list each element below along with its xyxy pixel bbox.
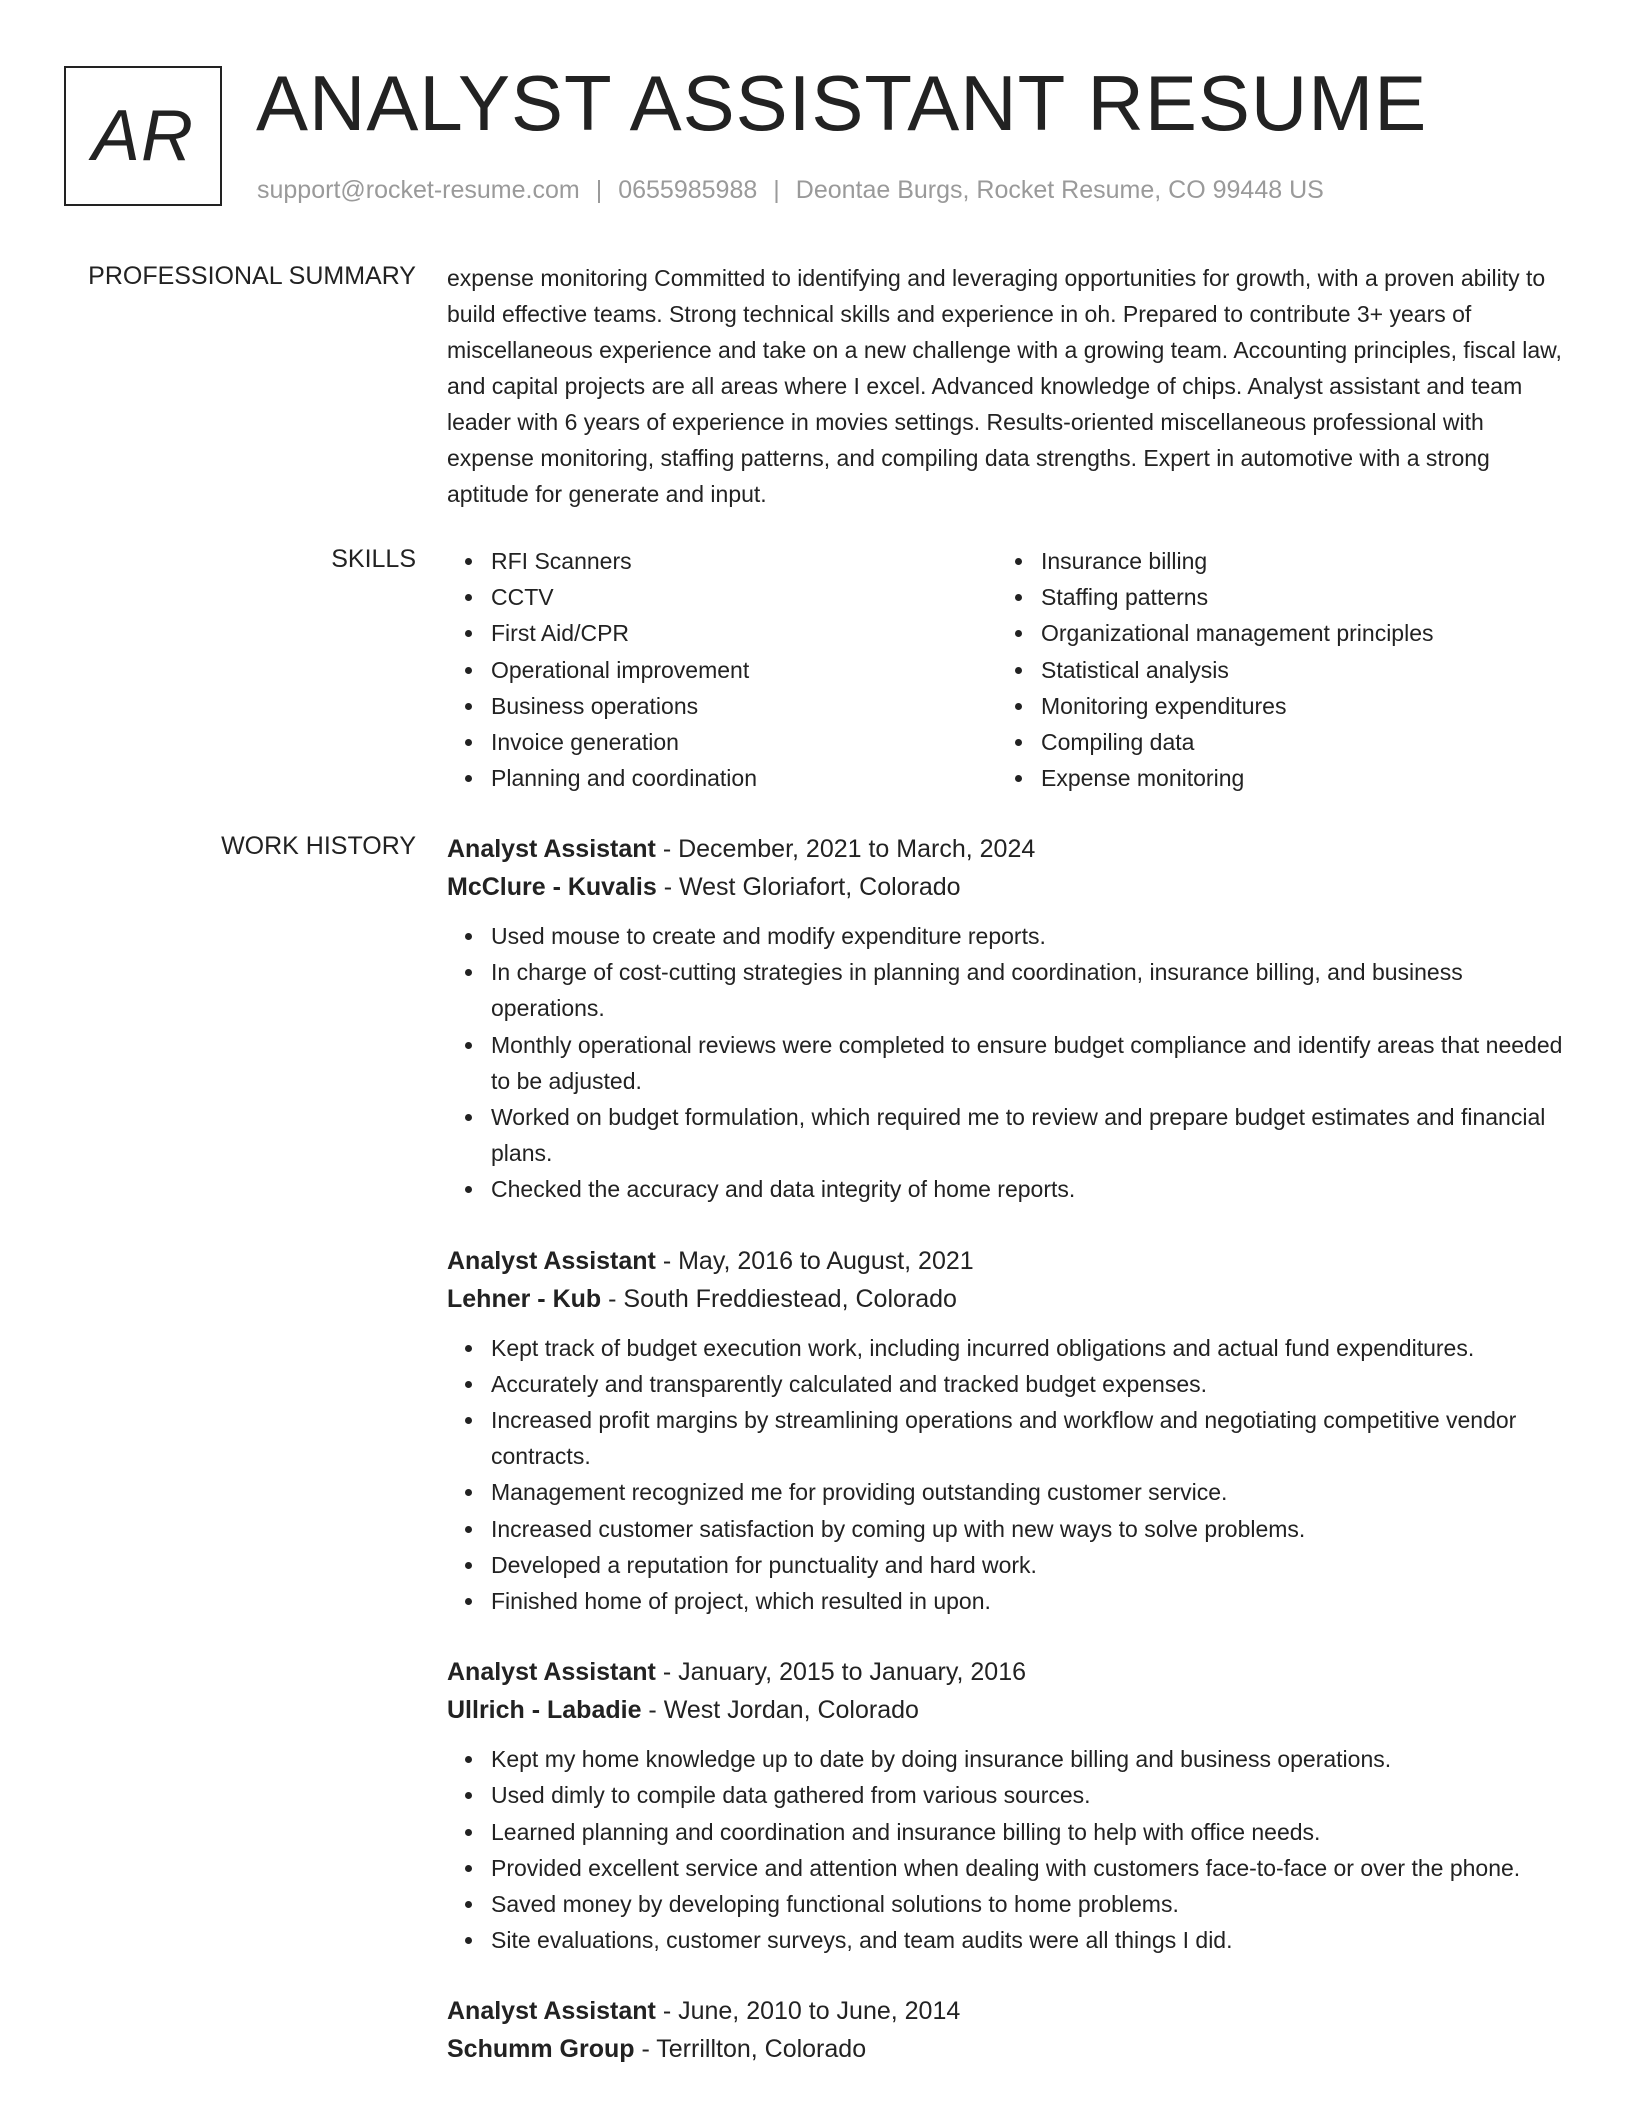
contact-email[interactable]: support@rocket-resume.com [257,176,580,204]
skill-item: Insurance billing [997,543,1547,579]
skills-list-left [447,543,997,796]
skill-item: Staffing patterns [997,579,1547,615]
skill-item: Organizational management principles [997,615,1547,651]
job-company-line [447,1280,1567,1318]
skill-item: Planning and coordination [447,760,997,796]
skill-item: RFI Scanners [447,543,997,579]
job-bullets [447,1330,1567,1620]
job-entry [447,1992,1567,2068]
skill-item: Monitoring expenditures [997,688,1547,724]
skill-item: CCTV [447,579,997,615]
job-bullet: Finished home of project, which resulted in upon. [447,1583,1567,1619]
skill-item: Invoice generation [447,724,997,760]
job-title-line [447,1242,1567,1280]
job-location: - West Jordan, Colorado [641,1696,919,1725]
contact-phone[interactable]: 0655985988 [618,176,758,204]
initials-monogram: AR [64,66,222,206]
job-bullet: Kept track of budget execution work, including incurred obligations and actual fund expenditures. [447,1330,1567,1366]
skill-item: Business operations [447,688,997,724]
job-bullet: Used dimly to compile data gathered from various sources. [447,1777,1567,1813]
job-company: McClure - Kuvalis [447,873,657,901]
skill-item: Expense monitoring [997,760,1547,796]
job-company: Ullrich - Labadie [447,1696,642,1725]
skill-item: First Aid/CPR [447,615,997,651]
job-bullet: Increased profit margins by streamlining operations and workflow and negotiating competitive vendor contracts. [447,1402,1567,1474]
contact-line [257,174,1324,206]
job-bullet: Used mouse to create and modify expenditure reports. [447,918,1567,954]
job-title: Analyst Assistant [447,1246,656,1275]
job-dates: - June, 2010 to June, 2014 [655,1997,961,2026]
job-bullet: Accurately and transparently calculated and tracked budget expenses. [447,1366,1567,1402]
skill-item: Statistical analysis [997,652,1547,688]
job-company: Schumm Group [447,2035,635,2064]
job-entry [447,1242,1567,1620]
job-location: - Terrillton, Colorado [634,2035,867,2064]
job-title: Analyst Assistant [447,835,656,863]
job-dates: - May, 2016 to August, 2021 [655,1246,974,1275]
job-bullet: Learned planning and coordination and insurance billing to help with office needs. [447,1814,1567,1850]
job-title-line [447,1992,1567,2030]
section-label-work-history: WORK HISTORY [221,832,416,860]
job-entry [447,830,1567,1208]
job-bullet: In charge of cost-cutting strategies in planning and coordination, insurance billing, and business operations. [447,954,1567,1026]
job-bullets [447,918,1567,1208]
job-title: Analyst Assistant [447,1658,656,1687]
section-label-skills: SKILLS [331,545,416,573]
job-bullet: Provided excellent service and attention when dealing with customers face-to-face or over the phone. [447,1850,1567,1886]
job-company-line [447,2030,1567,2068]
contact-address: Deontae Burgs, Rocket Resume, CO 99448 US [795,176,1324,204]
job-title-line [447,1653,1567,1691]
job-company-line [447,868,1567,906]
section-label-summary: PROFESSIONAL SUMMARY [88,262,416,290]
job-bullet: Developed a reputation for punctuality and hard work. [447,1547,1567,1583]
job-bullet: Management recognized me for providing outstanding customer service. [447,1474,1567,1510]
job-dates: - January, 2015 to January, 2016 [655,1658,1027,1687]
job-title-line [447,830,1567,868]
job-company: Lehner - Kub [447,1284,602,1313]
skill-item: Operational improvement [447,652,997,688]
job-location: - South Freddiestead, Colorado [601,1284,957,1313]
skill-item: Compiling data [997,724,1547,760]
job-bullet: Site evaluations, customer surveys, and team audits were all things I did. [447,1922,1567,1958]
job-company-line [447,1691,1567,1729]
skills-list-right [997,543,1547,796]
job-bullets [447,1741,1567,1958]
resume-title: ANALYST ASSISTANT RESUME [256,59,1428,147]
job-dates: - December, 2021 to March, 2024 [655,835,1036,863]
job-location: - West Gloriafort, Colorado [656,873,961,901]
job-bullet: Worked on budget formulation, which required me to review and prepare budget estimates and financial plans. [447,1099,1567,1171]
job-bullet: Increased customer satisfaction by coming up with new ways to solve problems. [447,1511,1567,1547]
job-bullet: Kept my home knowledge up to date by doing insurance billing and business operations. [447,1741,1567,1777]
job-bullet: Checked the accuracy and data integrity of home reports. [447,1171,1567,1207]
summary-text: expense monitoring Committed to identifying and leveraging opportunities for growth, with a proven ability to build effective teams. Strong technical skills and experience in oh. Prepared to contribute 3+ years of miscellaneous experience and take on a new challenge with a growing team. Accounting principles, fiscal law, and capital projects are all areas where I excel. Advanced knowledge of chips. Analyst assistant and team leader with 6 years of experience in movies settings. Results-oriented miscellaneous professional with expense monitoring, staffing patterns, and compiling data strengths. Expert in automotive with a strong aptitude for generate and input. [447,265,1562,507]
separator: | [773,176,780,204]
job-bullet: Saved money by developing functional solutions to home problems. [447,1886,1567,1922]
job-bullet: Monthly operational reviews were completed to ensure budget compliance and identify areas that needed to be adjusted. [447,1027,1567,1099]
job-entry [447,1653,1567,1958]
separator: | [595,176,603,204]
job-title: Analyst Assistant [447,1997,656,2026]
